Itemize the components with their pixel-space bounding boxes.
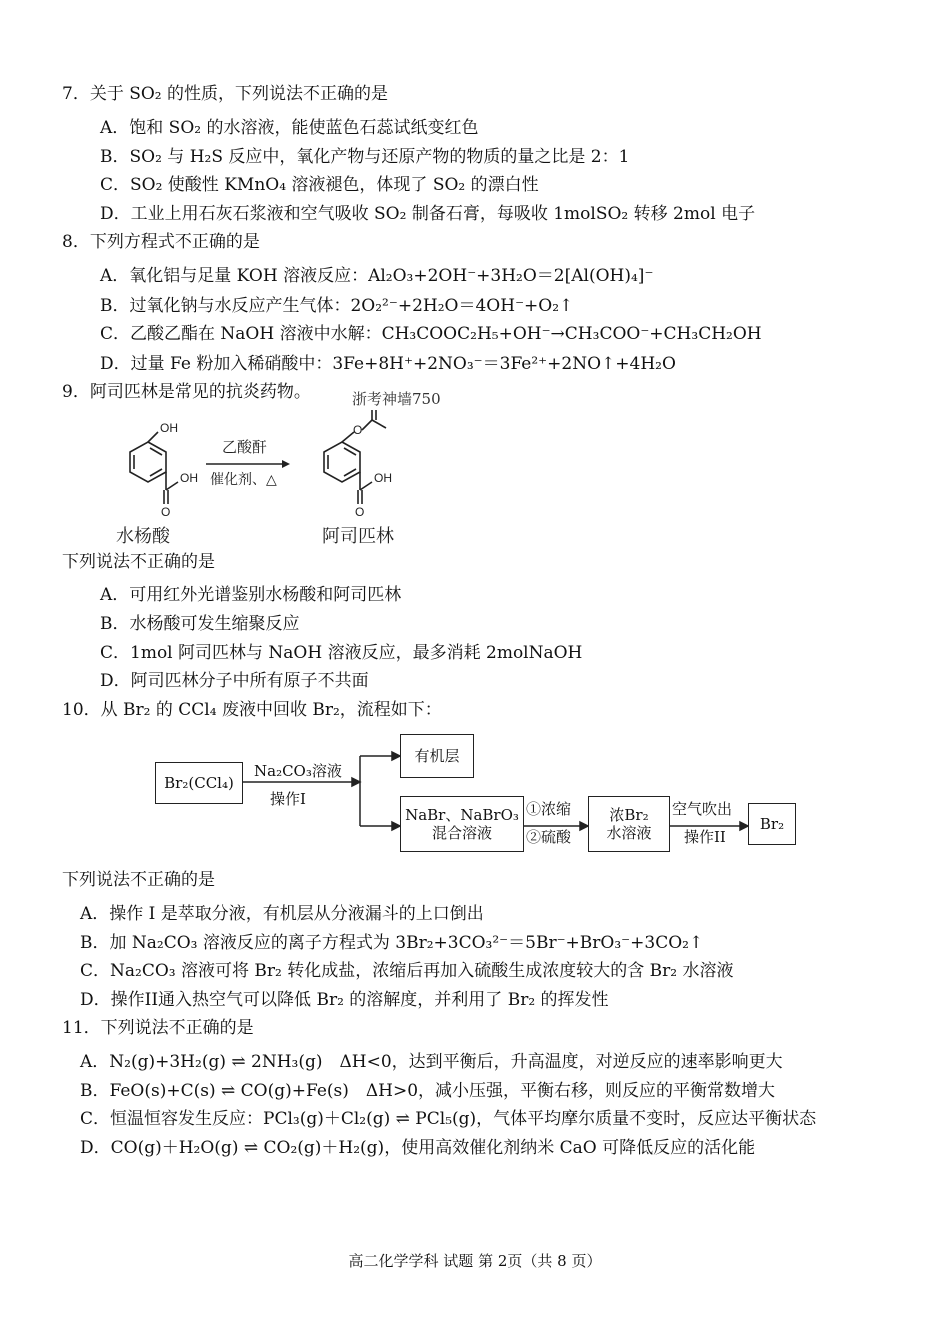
aspirin-o-ester: O (353, 423, 363, 437)
q7-option-b: B．SO₂ 与 H₂S 反应中，氧化产物与还原产物的物质的量之比是 2：1 (100, 147, 630, 167)
watermark-text: 浙考神墙750 (352, 390, 441, 408)
flow-arrow3-reagent: 空气吹出 (672, 800, 733, 818)
q10-option-b: B．加 Na₂CO₃ 溶液反应的离子方程式为 3Br₂+3CO₃²⁻＝5Br⁻+BrO₃⁻+3CO₂↑ (80, 933, 704, 953)
salicylic-acid-name: 水杨酸 (116, 526, 170, 547)
q7-option-d: D．工业上用石灰石浆液和空气吸收 SO₂ 制备石膏，每吸收 1molSO₂ 转移 2mol 电子 (100, 204, 756, 224)
flow-conc-line1: 浓Br₂ (609, 806, 649, 824)
q8-option-b: B．过氧化钠与水反应产生气体：2O₂²⁻+2H₂O＝4OH⁻+O₂↑ (100, 296, 574, 316)
q10-option-d: D．操作II通入热空气可以降低 Br₂ 的溶解度，并利用了 Br₂ 的挥发性 (80, 990, 609, 1010)
salicylic-oh-right: OH (180, 471, 198, 485)
q11-stem: 11．下列说法不正确的是 (62, 1018, 254, 1038)
q8-option-c: C．乙酸乙酯在 NaOH 溶液中水解：CH₃COOC₂H₅+OH⁻→CH₃COO⁻+CH₃CH₂OH (100, 324, 762, 344)
flow-arrow3-operation: 操作II (684, 828, 726, 846)
reagent-bottom: 催化剂、△ (210, 472, 277, 488)
q9-option-a: A．可用红外光谱鉴别水杨酸和阿司匹林 (100, 585, 402, 605)
salicylic-oh-top: OH (160, 421, 178, 435)
flow-arrow1-reagent: Na₂CO₃溶液 (254, 762, 342, 780)
flow-step-concentrate: ①浓缩 (526, 800, 572, 818)
q11-option-a: A．N₂(g)+3H₂(g) ⇌ 2NH₃(g) ΔH<0，达到平衡后，升高温度，对逆反应的速率影响更大 (80, 1052, 783, 1072)
flow-organic-layer-box: 有机层 (400, 734, 474, 778)
flow-conc-br2-box (588, 796, 670, 852)
salicylic-o-bottom: O (161, 505, 171, 519)
reagent-top: 乙酸酐 (222, 438, 268, 456)
q8-option-a: A．氧化铝与足量 KOH 溶液反应：Al₂O₃+2OH⁻+3H₂O＝2[Al(OH)₄]⁻ (100, 266, 654, 286)
q11-option-b: B．FeO(s)+C(s) ⇌ CO(g)+Fe(s) ΔH>0，减小压强，平衡右移，则反应的平衡常数增大 (80, 1081, 776, 1101)
aspirin-oh-right: OH (374, 471, 392, 485)
q7-option-c: C．SO₂ 使酸性 KMnO₄ 溶液褪色，体现了 SO₂ 的漂白性 (100, 175, 539, 195)
q7-option-a: A．饱和 SO₂ 的水溶液，能使蓝色石蕊试纸变红色 (100, 118, 479, 138)
q7-stem: 7．关于 SO₂ 的性质，下列说法不正确的是 (62, 84, 389, 104)
q10-option-a: A．操作 I 是萃取分液，有机层从分液漏斗的上口倒出 (80, 904, 484, 924)
q9-option-d: D．阿司匹林分子中所有原子不共面 (100, 671, 369, 691)
q11-option-c: C．恒温恒容发生反应：PCl₃(g)＋Cl₂(g) ⇌ PCl₅(g)，气体平均摩尔质量不变时，反应达平衡状态 (80, 1109, 817, 1129)
flow-conc-line2: 水溶液 (606, 824, 652, 842)
q8-stem: 8．下列方程式不正确的是 (62, 232, 260, 252)
q9-stem: 9．阿司匹林是常见的抗炎药物。 (62, 382, 311, 402)
flow-step-sulfuric: ②硫酸 (526, 828, 572, 846)
q11-option-d: D．CO(g)＋H₂O(g) ⇌ CO₂(g)＋H₂(g)，使用高效催化剂纳米 CaO 可降低反应的活化能 (80, 1138, 756, 1158)
aspirin-o-bottom: O (355, 505, 365, 519)
q8-option-d: D．过量 Fe 粉加入稀硝酸中：3Fe+8H⁺+2NO₃⁻＝3Fe²⁺+2NO↑+4H₂O (100, 354, 676, 374)
page-footer: 高二化学学科 试题 第 2页（共 8 页） (348, 1252, 602, 1270)
q10-option-c: C．Na₂CO₃ 溶液可将 Br₂ 转化成盐，浓缩后再加入硫酸生成浓度较大的含 Br₂ 水溶液 (80, 961, 734, 981)
q9-sub-stem: 下列说法不正确的是 (62, 552, 215, 572)
flow-arrow1-operation: 操作I (270, 790, 306, 808)
flow-mixed-solution-box (400, 796, 524, 852)
flow-mix-line2: 混合溶液 (431, 824, 492, 842)
aspirin-name: 阿司匹林 (322, 526, 394, 547)
flow-mix-line1: NaBr、NaBrO₃ (405, 806, 519, 824)
flow-end-box: Br₂ (748, 803, 796, 845)
q10-sub-stem: 下列说法不正确的是 (62, 870, 215, 890)
q9-option-c: C．1mol 阿司匹林与 NaOH 溶液反应，最多消耗 2molNaOH (100, 643, 583, 663)
q9-option-b: B．水杨酸可发生缩聚反应 (100, 614, 300, 634)
q10-stem: 10．从 Br₂ 的 CCl₄ 废液中回收 Br₂，流程如下： (62, 700, 442, 720)
flow-start-box: Br₂(CCl₄) (155, 762, 243, 804)
